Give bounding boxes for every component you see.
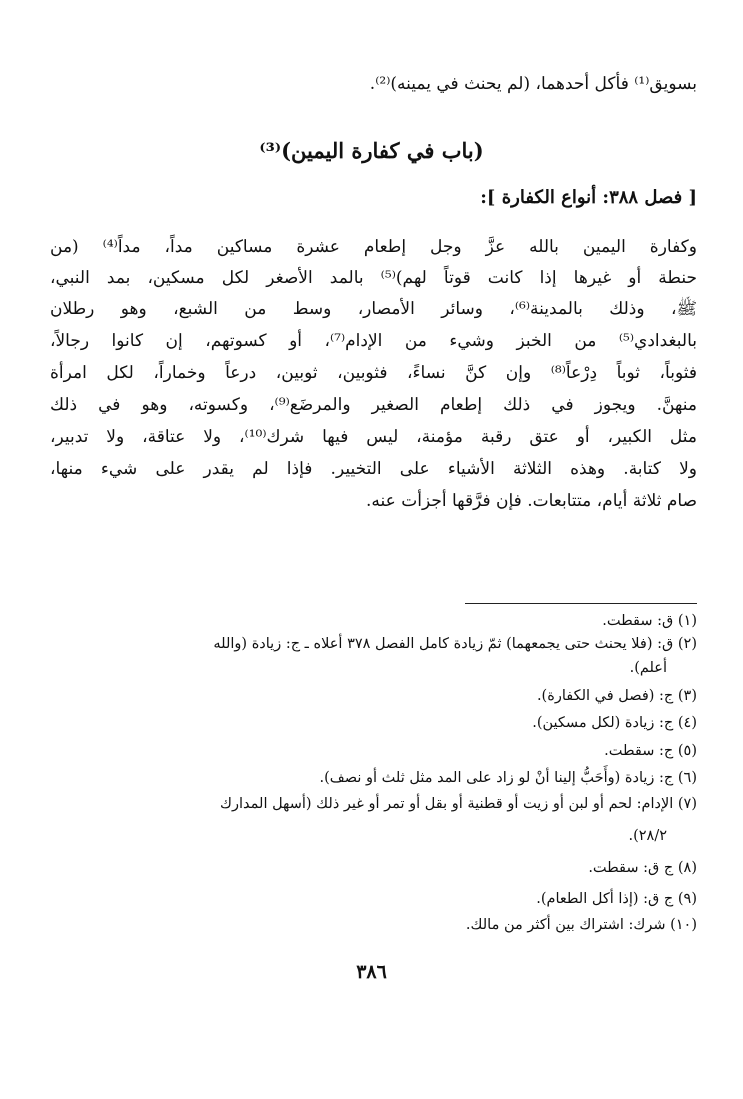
footnote: (٦) ج: زيادة (وأَحَبُّ إلينا أنْ لو زاد على المد مثل ثلث أو نصف).	[319, 770, 697, 786]
footnote-continuation: أعلم).	[629, 660, 667, 676]
section-heading: [ فصل ٣٨٨: أنواع الكفارة ]:	[480, 187, 697, 208]
footnote: (٤) ج: زيادة (لكل مسكين).	[532, 715, 697, 731]
page-number: ٣٨٦	[356, 961, 387, 983]
footnote-separator	[465, 603, 697, 604]
footnote: (٨) ج ق: سقطت.	[588, 860, 697, 876]
footnote: (٥) ج: سقطت.	[604, 743, 697, 759]
body-line: مثل الكبير، أو عتق رقبة مؤمنة، ليس فيها شرك⁽¹⁰⁾، ولا عتاقة، ولا تدبير،	[50, 427, 697, 447]
body-line: ﷺ، وذلك بالمدينة⁽⁶⁾، وسائر الأمصار، وسط من الشبع، وهو رطلان	[50, 299, 697, 319]
body-line-last: صام ثلاثة أيام، متتابعات. فإن فرَّقها أجزأت عنه.	[366, 491, 697, 511]
body-line: ولا كتابة. وهذه الثلاثة الأشياء على التخيير. فإذا لم يقدر على شيء منها،	[50, 459, 697, 479]
continuation-line: بسويق⁽¹⁾ فأكل أحدهما، (لم يحنث في يمينه)⁽²⁾.	[369, 74, 697, 94]
chapter-heading: (باب في كفارة اليمين)⁽³⁾	[259, 138, 484, 163]
footnote: (٢) ق: (فلا يحنث حتى يجمعهما) ثمّ زيادة كامل الفصل ٣٧٨ أعلاه ـ ج: زيادة (والله	[213, 636, 697, 652]
footnote: (٧) الإدام: لحم أو لبن أو زيت أو قطنية أو بقل أو تمر أو غير ذلك (أسهل المدارك	[220, 796, 697, 812]
footnote: (٩) ج ق: (إذا أكل الطعام).	[536, 891, 697, 907]
body-line: منهنَّ. ويجوز في ذلك إطعام الصغير والمرضَع⁽⁹⁾، وكسوته، وهو في ذلك	[50, 395, 697, 415]
body-line: وكفارة اليمين بالله عزَّ وجل إطعام عشرة مساكين مداً، مداً⁽⁴⁾ (من	[50, 237, 697, 257]
body-line: فثوباً، ثوباً دِرْعاً⁽⁸⁾ وإن كنَّ نساءً، فثوبين، ثوبين، درعاً وخماراً، لكل امرأة	[50, 363, 697, 383]
body-line: حنطة أو غيرها إذا كانت قوتاً لهم)⁽⁵⁾ بالمد الأصغر لكل مسكين، بمد النبي،	[50, 268, 697, 288]
footnote: (١٠) شرك: اشتراك بين أكثر من مالك.	[465, 917, 697, 933]
footnote: (١) ق: سقطت.	[602, 613, 697, 629]
body-line: بالبغدادي⁽⁵⁾ من الخبز وشيء من الإدام⁽⁷⁾، أو كسوتهم، إن كانوا رجالاً،	[50, 331, 697, 351]
footnote: (٣) ج: (فصل في الكفارة).	[536, 688, 697, 704]
footnote-continuation: ٢٨/٢).	[628, 828, 667, 844]
